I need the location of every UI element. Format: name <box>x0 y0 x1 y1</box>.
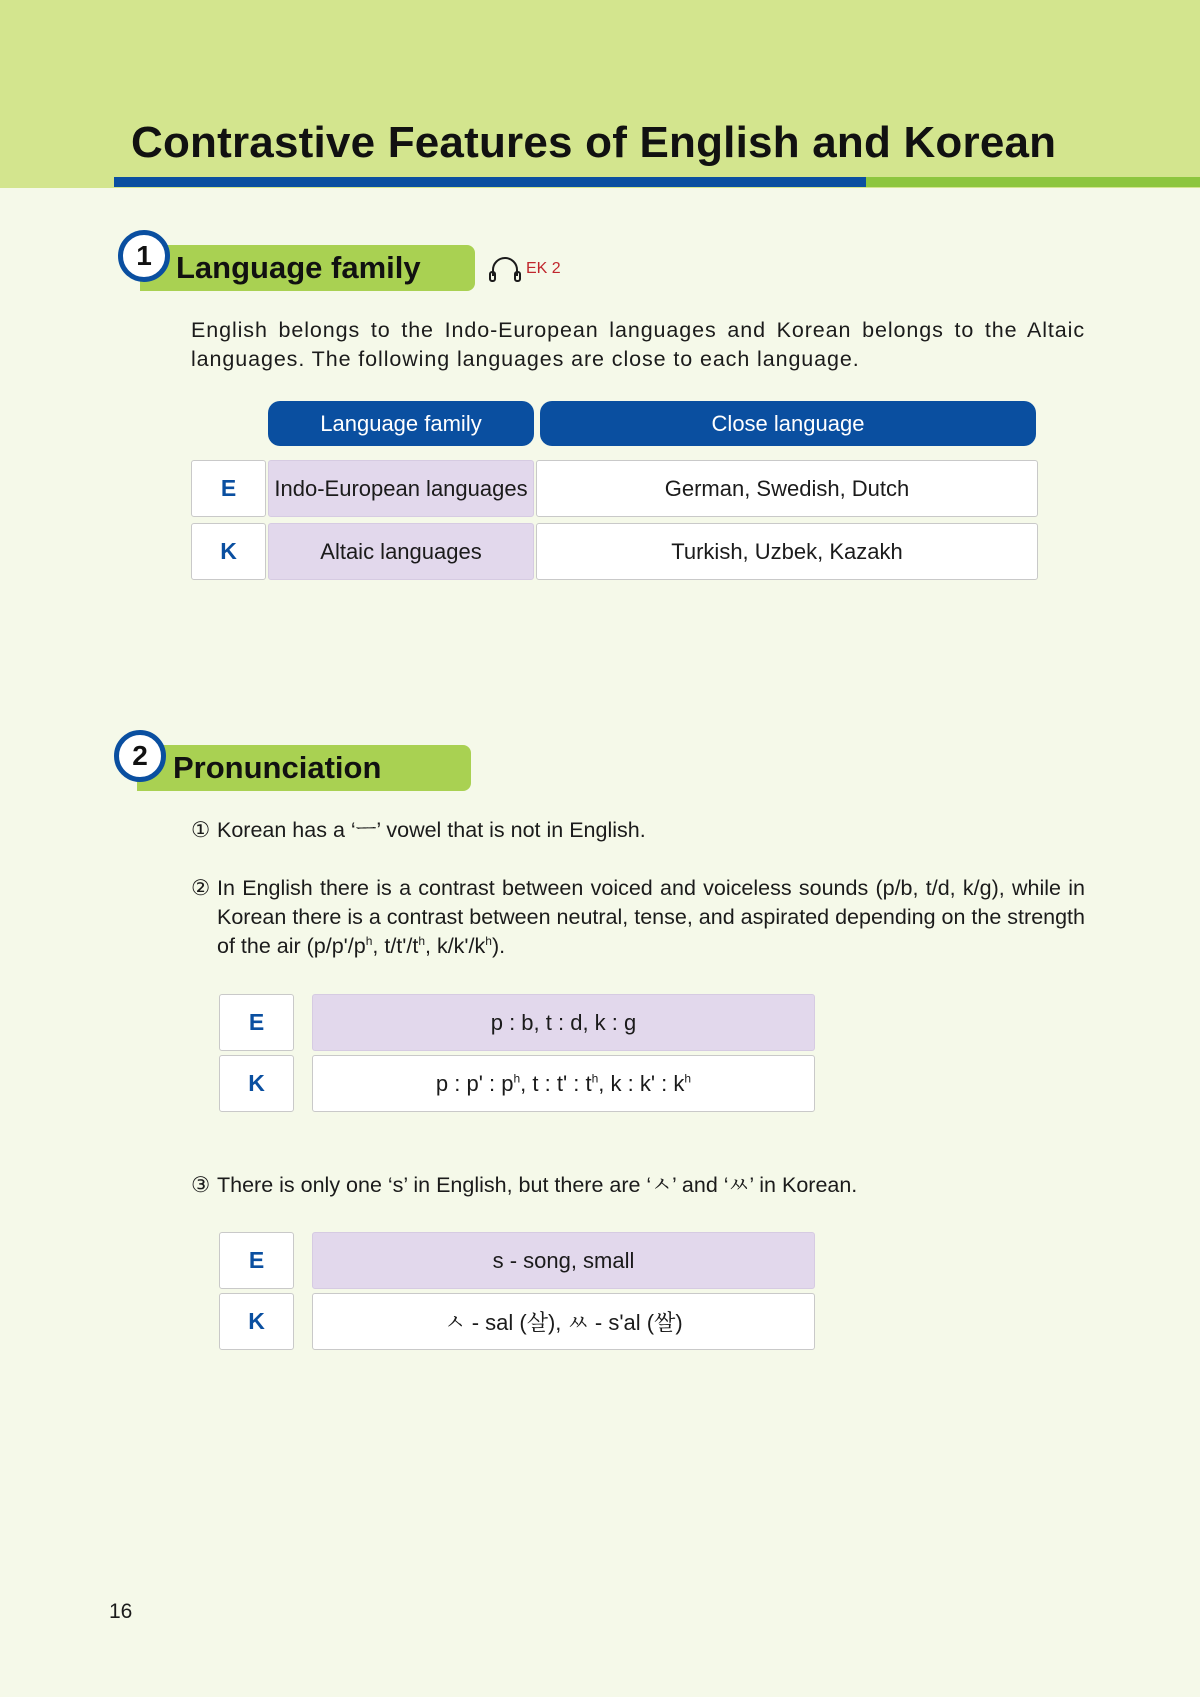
section1-number: 1 <box>136 240 152 271</box>
table-row-key-e: E <box>219 994 294 1051</box>
table-row-key-k: K <box>219 1055 294 1112</box>
page-number: 16 <box>109 1600 133 1623</box>
point-2-marker: ② <box>191 876 211 900</box>
korean-sounds-part: p : p' : p <box>435 1070 514 1096</box>
audio-reference[interactable] <box>488 256 561 282</box>
table-cell-close-language: German, Swedish, Dutch <box>536 460 1038 517</box>
table-row-key-e: E <box>191 460 266 517</box>
point-2-text-part: In English there is a contrast between voiced and voiceless sounds (p/b, t/d, k/g), while in Korean there is a contrast between neutral, tense, and aspirated depending on the strength of the air (p/p'/p <box>217 876 1085 958</box>
point-1-marker: ① <box>191 818 211 842</box>
table-cell-close-language: Turkish, Uzbek, Kazakh <box>536 523 1038 580</box>
table-cell-korean-s: ㅅ - sal (살), ㅆ - s'al (쌀) <box>312 1293 815 1350</box>
point-3-text: There is only one ‘s’ in English, but there are ‘ㅅ’ and ‘ㅆ’ in Korean. <box>217 1173 858 1197</box>
table-header-label: Close language <box>711 410 865 436</box>
section2-number-badge <box>114 730 166 782</box>
headphones-icon <box>488 256 522 282</box>
section2-title <box>137 745 471 791</box>
table-row-key-k: K <box>191 523 266 580</box>
point-2 <box>191 874 1085 961</box>
section2-number: 2 <box>132 740 148 771</box>
section1-title-label: Language family <box>176 250 421 285</box>
point-3-marker: ③ <box>191 1173 211 1197</box>
table-header-close-language <box>540 401 1036 446</box>
header-rule-green <box>866 177 1200 187</box>
point-3 <box>191 1171 1085 1200</box>
point-2-text <box>191 874 1085 961</box>
point-2-text-part: , t/t'/t <box>372 934 419 958</box>
page-title: Contrastive Features of English and Korean <box>131 118 1057 167</box>
section1-intro: English belongs to the Indo-European languages and Korean belongs to the Altaic languages. The following languages are close to each language. <box>191 318 1085 371</box>
point-1 <box>191 816 1085 845</box>
point-2-text-part: ). <box>491 934 506 958</box>
korean-sounds-part: , k : k' : k <box>598 1070 685 1096</box>
section2-title-label: Pronunciation <box>173 750 382 785</box>
table-row-key-k: K <box>219 1293 294 1350</box>
table-row-key-e: E <box>219 1232 294 1289</box>
superscript-h: h <box>418 933 426 948</box>
audio-track-label: EK 2 <box>526 260 561 277</box>
superscript-h: h <box>485 933 492 948</box>
superscript-h: h <box>591 1071 599 1086</box>
section1-number-badge <box>118 230 170 282</box>
point-2-text-part: , k/k'/k <box>425 934 486 958</box>
table-header-label: Language family <box>320 410 482 436</box>
table-cell-family: Altaic languages <box>268 523 534 580</box>
superscript-h: h <box>513 1071 521 1086</box>
table-cell-korean-sounds <box>312 1055 815 1112</box>
table-cell-english-s: s - song, small <box>312 1232 815 1289</box>
table-header-language-family <box>268 401 534 446</box>
table-cell-family: Indo-European languages <box>268 460 534 517</box>
superscript-h: h <box>365 933 373 948</box>
section1-title <box>140 245 475 291</box>
superscript-h: h <box>684 1071 692 1086</box>
korean-sounds-part: , t : t' : t <box>520 1070 592 1096</box>
table-cell-english-sounds: p : b, t : d, k : g <box>312 994 815 1051</box>
point-1-text: Korean has a ‘ㅡ’ vowel that is not in English. <box>217 818 646 842</box>
header-rule-blue <box>114 177 866 187</box>
